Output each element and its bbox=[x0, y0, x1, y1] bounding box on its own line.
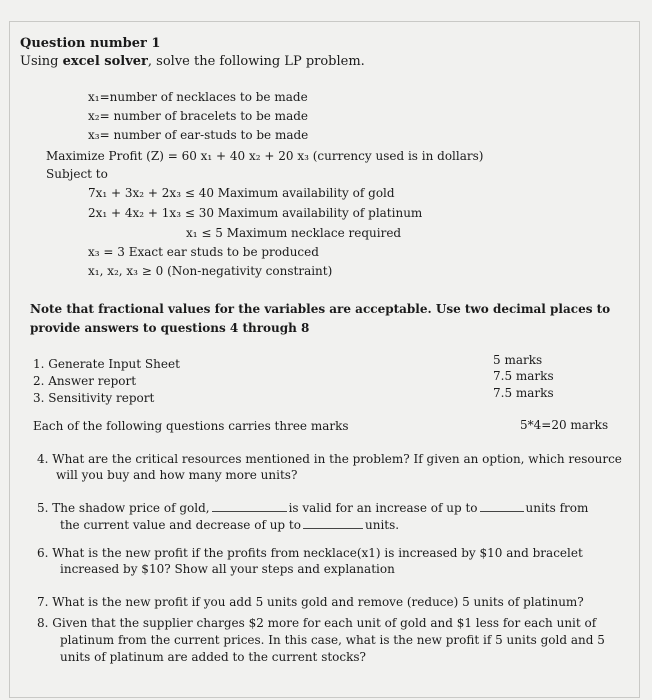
each-question-marks: 5*4=20 marks bbox=[520, 418, 609, 432]
constraint-gold: 7x₁ + 3x₂ + 2x₃ ≤ 40 Maximum availability of gold bbox=[88, 186, 395, 200]
task-answer-report-marks: 7.5 marks bbox=[493, 369, 554, 383]
question-5-line-1 bbox=[37, 500, 588, 514]
question-6-line-1: 6. What is the new profit if the profits from necklace(x1) is increased by $10 and bracelet bbox=[37, 546, 583, 560]
constraint-non-negativity: x₁, x₂, x₃ ≥ 0 (Non-negativity constraint) bbox=[88, 264, 333, 278]
increase-blank[interactable] bbox=[480, 500, 524, 512]
intro-line bbox=[20, 55, 365, 68]
question-6-line-2: increased by $10? Show all your steps and explanation bbox=[60, 562, 395, 576]
note-line-2: provide answers to questions 4 through 8 bbox=[30, 321, 310, 335]
intro-bold: excel solver bbox=[62, 54, 148, 69]
each-question-text: Each of the following questions carries three marks bbox=[33, 419, 349, 433]
task-input-sheet-marks: 5 marks bbox=[493, 353, 543, 367]
variable-x1: x₁=number of necklaces to be made bbox=[88, 90, 308, 104]
question-5-part-1: 5. The shadow price of gold, bbox=[37, 501, 210, 515]
question-8-line-1: 8. Given that the supplier charges $2 more for each unit of gold and $1 less for each unit of bbox=[37, 616, 597, 630]
subject-to-label: Subject to bbox=[46, 167, 108, 181]
question-4-line-2: will you buy and how many more units? bbox=[56, 468, 298, 482]
variable-x3: x₃= number of ear-studs to be made bbox=[88, 128, 309, 142]
intro-pre: Using bbox=[20, 54, 63, 69]
question-7: 7. What is the new profit if you add 5 units gold and remove (reduce) 5 units of platinum? bbox=[37, 595, 584, 609]
question-5-part-5: units. bbox=[364, 518, 400, 532]
variable-x2: x₂= number of bracelets to be made bbox=[88, 109, 309, 123]
question-8-line-3: units of platinum are added to the current stocks? bbox=[60, 650, 366, 664]
question-title: Question number 1 bbox=[20, 36, 161, 51]
question-5-part-4: the current value and decrease of up to bbox=[60, 518, 301, 532]
question-5-part-2: is valid for an increase of up to bbox=[288, 501, 478, 515]
constraint-ear-studs: x₃ = 3 Exact ear studs to be produced bbox=[88, 245, 319, 259]
task-answer-report: 2. Answer report bbox=[33, 374, 137, 388]
question-5-part-3: units from bbox=[525, 501, 589, 515]
note-line-1: Note that fractional values for the variables are acceptable. Use two decimal places to bbox=[30, 302, 611, 316]
task-sensitivity-report-marks: 7.5 marks bbox=[493, 386, 554, 400]
question-8-line-2: platinum from the current prices. In this case, what is the new profit if 5 units gold and 5 bbox=[60, 633, 605, 647]
task-input-sheet: 1. Generate Input Sheet bbox=[33, 357, 180, 371]
constraint-necklace: x₁ ≤ 5 Maximum necklace required bbox=[186, 226, 402, 240]
question-4-line-1: 4. What are the critical resources mentioned in the problem? If given an option, which resource bbox=[37, 452, 622, 466]
objective-function: Maximize Profit (Z) = 60 x₁ + 40 x₂ + 20 x₃ (currency used is in dollars) bbox=[46, 149, 484, 163]
shadow-price-blank[interactable] bbox=[212, 500, 287, 512]
intro-post: , solve the following LP problem. bbox=[147, 54, 365, 69]
task-sensitivity-report: 3. Sensitivity report bbox=[33, 391, 155, 405]
decrease-blank[interactable] bbox=[303, 517, 363, 529]
question-5-line-2 bbox=[60, 517, 399, 531]
constraint-platinum: 2x₁ + 4x₂ + 1x₃ ≤ 30 Maximum availability of platinum bbox=[88, 206, 423, 220]
